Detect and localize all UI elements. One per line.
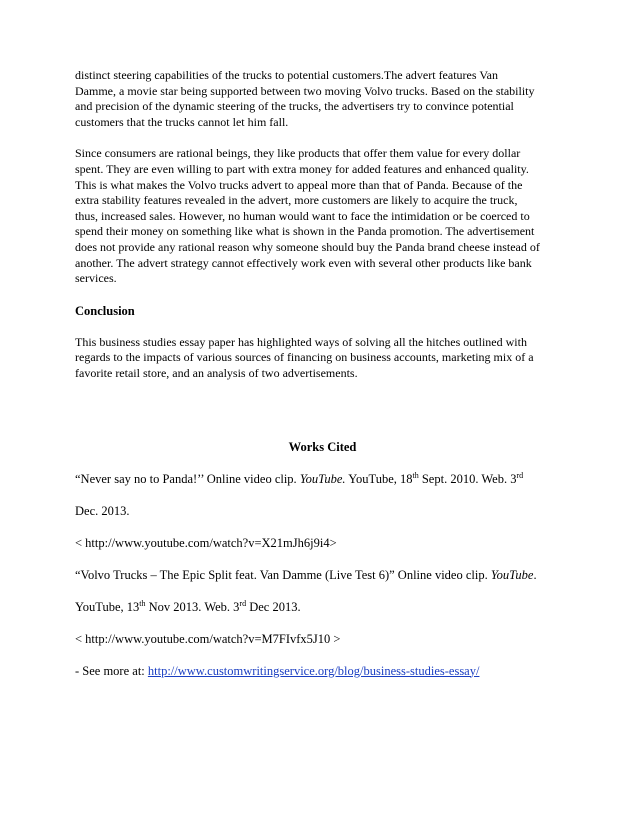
text-line: favorite retail store, and an analysis of two advertisements. [75, 365, 358, 380]
citation-1-date-a: YouTube, 18 [345, 471, 413, 486]
text-line: This is what makes the Volvo trucks advert to appeal more than that of Panda. Because of the [75, 177, 523, 192]
text-line: Since consumers are rational beings, they like products that offer them value for every dollar [75, 146, 521, 161]
see-more-prefix: - See more at: [75, 663, 148, 678]
text-line: spent. They are even willing to part with extra money for added features and enhanced quality. [75, 161, 529, 176]
text-line: customers that the trucks cannot let him fall. [75, 114, 289, 129]
citation-1-sup-b: rd [516, 470, 524, 480]
see-more-link[interactable]: http://www.customwritingservice.org/blog/business-studies-essay/ [147, 663, 480, 678]
citation-1-line-2: Dec. 2013. [75, 503, 130, 518]
text-line: services. [75, 271, 117, 286]
citation-1-source: YouTube. [299, 471, 346, 486]
citation-1-sup-a: th [412, 470, 419, 480]
citation-1-date-b: Sept. 2010. Web. 3 [418, 471, 517, 486]
citation-1-title: “Never say no to Panda!’’ Online video clip. [75, 471, 300, 486]
works-cited-heading: Works Cited [288, 439, 357, 454]
citation-2-period: . [533, 567, 537, 582]
citation-1-url: < http://www.youtube.com/watch?v=X21mJh6j9i4> [75, 535, 337, 550]
conclusion-paragraph [75, 335, 570, 382]
conclusion-heading: Conclusion [75, 303, 135, 318]
citation-2 [75, 567, 570, 583]
text-line: another. The advert strategy cannot effectively work even with several other products like bank [75, 255, 532, 270]
citation-2-line-2 [75, 599, 570, 615]
text-line: and precision of the dynamic steering of the trucks, the advertisers try to convince potential [75, 99, 514, 114]
citation-2-date-b: Nov 2013. Web. 3 [145, 599, 240, 614]
text-line: does not provide any rational reason why someone should buy the Panda brand cheese instead of [75, 239, 540, 254]
citation-2-title: “Volvo Trucks – The Epic Split feat. Van Damme (Live Test 6)” Online video clip. [75, 567, 491, 582]
text-line: regards to the impacts of various sources of financing on business accounts, marketing mix of a [75, 350, 534, 365]
citation-2-sup-a: th [139, 598, 146, 608]
document-page [75, 68, 570, 679]
citation-2-url: < http://www.youtube.com/watch?v=M7FIvfx5J10 > [75, 631, 341, 646]
see-more-line [75, 663, 570, 679]
citation-2-date-c: Dec 2013. [246, 599, 301, 614]
text-line: Damme, a movie star being supported between two moving Volvo trucks. Based on the stability [75, 83, 535, 98]
citation-1 [75, 471, 570, 487]
body-paragraph-2 [75, 146, 570, 286]
citation-2-source: YouTube [490, 567, 534, 582]
text-line: This business studies essay paper has highlighted ways of solving all the hitches outlined with [75, 334, 527, 349]
text-line: spend their money on something like what is shown in the Panda promotion. The advertisement [75, 224, 535, 239]
text-line: extra stability features revealed in the advert, more customers are likely to acquire the truck, [75, 193, 518, 208]
text-line: thus, increased sales. However, no human would want to face the intimidation or be coerced to [75, 208, 530, 223]
citation-2-date-a: YouTube, 13 [75, 599, 140, 614]
text-line: distinct steering capabilities of the trucks to potential customers.The advert features Van [75, 68, 498, 82]
citation-2-sup-b: rd [239, 598, 247, 608]
body-paragraph-1 [75, 68, 570, 130]
